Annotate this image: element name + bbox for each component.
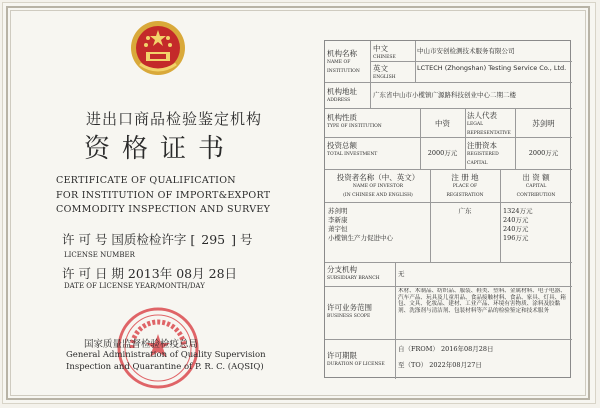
date-month-unit: 月: [192, 266, 205, 281]
investment-label: [327, 141, 419, 159]
scope-value: 木材、木制品、纺织品、服装、鞋类、塑料、金属材料、电子电器、汽车产品、玩具及儿童用品、食品接触材料、食品、家具、灯具、箱包、文具、化妆品、建材、工业产品、环境有害物质、涂料及胶黏剂、洗涤剂与清洁剂、包装材料等产品的检验鉴定和技术服务: [398, 288, 566, 314]
legal-rep-label-en: LEGAL REPRESENTATIVE: [467, 122, 511, 136]
investor-header-en2: (IN CHINESE AND ENGLISH): [343, 193, 413, 198]
place-header-en2: REGISTRATION: [446, 193, 484, 198]
investor-header-cn: 投资者名称（中、英文）: [336, 173, 420, 182]
duration-to: [398, 361, 570, 370]
investor-amounts: [503, 207, 569, 243]
place-header: [431, 173, 499, 200]
duration-label-cn: 许可期限: [327, 351, 357, 360]
date-month: 08: [176, 266, 193, 281]
investor-place: 广东: [458, 207, 472, 215]
title-en-line: FOR INSTITUTION OF IMPORT&EXPORT: [56, 189, 271, 201]
capital-label: [467, 141, 514, 168]
title-en-line: COMMODITY INSPECTION AND SURVEY: [56, 204, 271, 215]
issuer-name-cn: 国家质量监督检验检疫总局: [84, 339, 199, 350]
investor-name: 苏剑明: [328, 207, 348, 215]
investor-header-en1: NAME OF INVESTOR: [352, 184, 404, 189]
investor-name: 萧宇恒: [328, 225, 348, 233]
investor-names: [328, 207, 428, 243]
legal-rep-value: 苏剑明: [532, 119, 555, 128]
date-year-unit: 年: [159, 266, 173, 281]
investor-amount: 1324万元: [503, 207, 533, 215]
investor-amount: 240万元: [503, 216, 529, 224]
branch-label: [327, 265, 393, 283]
type-label-cn: 机构性质: [327, 113, 357, 122]
contribution-header-cn: 出 资 额: [522, 173, 550, 182]
name-label-en: NAME OF INSTITUTION: [327, 60, 360, 74]
investor-name: 李新康: [328, 216, 348, 224]
place-header-cn: 注 册 地: [451, 173, 479, 182]
type-value: 中资: [435, 119, 450, 128]
legal-rep-label-cn: 法人代表: [467, 111, 497, 120]
issuer-name-en-line1: General Administration of Quality Supervision: [66, 350, 266, 360]
chinese-label: [373, 44, 413, 62]
place-header-en1: PLACE OF: [452, 184, 478, 189]
english-label-cn: 英文: [373, 64, 388, 73]
investor-header: [327, 173, 429, 200]
contribution-header-en2: CONTRIBUTION: [516, 193, 556, 198]
date-day-unit: 日: [224, 266, 238, 281]
from-label: 自（FROM）: [398, 345, 439, 353]
address-label: [327, 87, 369, 105]
date-label: 许 可 日 期: [62, 266, 124, 281]
scope-label-cn: 许可业务范围: [327, 303, 372, 312]
certificate-subtitle: 进出口商品检验鉴定机构: [86, 110, 263, 128]
chinese-label-cn: 中文: [373, 44, 388, 53]
institution-name-en: LCTECH (Zhongshan) Testing Service Co., Ltd.: [417, 64, 567, 72]
to-date: 2022年08月27日: [429, 361, 482, 369]
from-date: 2016年08月28日: [440, 345, 494, 353]
investor-name: 小榄镇生产力促进中心: [328, 234, 393, 242]
license-number: 295: [201, 232, 226, 247]
license-number-row: [62, 230, 253, 248]
chinese-label-en: CHINESE: [373, 55, 396, 60]
date-year: 2013: [127, 266, 160, 281]
name-label-cn: 机构名称: [327, 49, 357, 58]
institution-name-cn: 中山市安创检测技术服务有限公司: [417, 47, 515, 55]
type-label-en: TYPE OF INSTITUTION: [327, 124, 382, 129]
address-value: 广东省中山市小榄镇广源路科技创业中心二期二楼: [373, 91, 516, 99]
scope-label: [327, 303, 393, 321]
license-number-en: LICENSE NUMBER: [64, 251, 135, 259]
to-label: 至（TO）: [398, 361, 428, 369]
capital-label-cn: 注册资本: [467, 141, 497, 150]
branch-label-en: SUBSIDIARY BRANCH: [327, 276, 380, 281]
duration-label-en: DURATION OF LICENSE: [327, 362, 385, 367]
legal-rep-label: [467, 111, 514, 138]
type-label: [327, 113, 419, 131]
license-date-en: DATE OF LICENSE YEAR/MONTH/DAY: [64, 282, 205, 290]
investment-value: 2000万元: [427, 149, 458, 157]
certificate-title: 资格证书: [84, 134, 237, 164]
address-label-en: ADDRESS: [327, 98, 351, 103]
certificate-title-en: [56, 174, 270, 218]
investment-label-cn: 投资总额: [327, 141, 357, 150]
address-label-cn: 机构地址: [327, 87, 357, 96]
branch-value: 无: [398, 270, 405, 278]
title-en-line: CERTIFICATE OF QUALIFICATION: [56, 175, 236, 186]
license-suffix: ] 号: [231, 232, 253, 247]
issuer-name-en-line2: Inspection and Quarantine of P. R. C. (AQSIQ): [66, 362, 264, 372]
name-label: [327, 49, 369, 76]
license-label: 许 可 号 国质检检许字 [: [62, 232, 196, 247]
investor-amount: 240万元: [503, 225, 529, 233]
date-day: 28: [208, 266, 225, 281]
national-emblem-icon: [128, 18, 188, 78]
duration-from: [398, 345, 570, 354]
investor-amount: 196万元: [503, 234, 529, 242]
english-label: [373, 64, 413, 82]
investment-label-en: TOTAL INVESTMENT: [327, 152, 378, 157]
license-date-row: [62, 264, 237, 282]
capital-label-en: REGISTERED CAPITAL: [467, 152, 499, 166]
capital-value: 2000万元: [528, 149, 559, 157]
branch-label-cn: 分支机构: [327, 265, 357, 274]
contribution-header: [501, 173, 571, 200]
duration-label: [327, 351, 393, 369]
scope-label-en: BUSINESS SCOPE: [327, 314, 371, 319]
contribution-header-en1: CAPITAL: [525, 184, 547, 189]
english-label-en: ENGLISH: [373, 75, 396, 80]
institution-info-table: [324, 40, 571, 378]
